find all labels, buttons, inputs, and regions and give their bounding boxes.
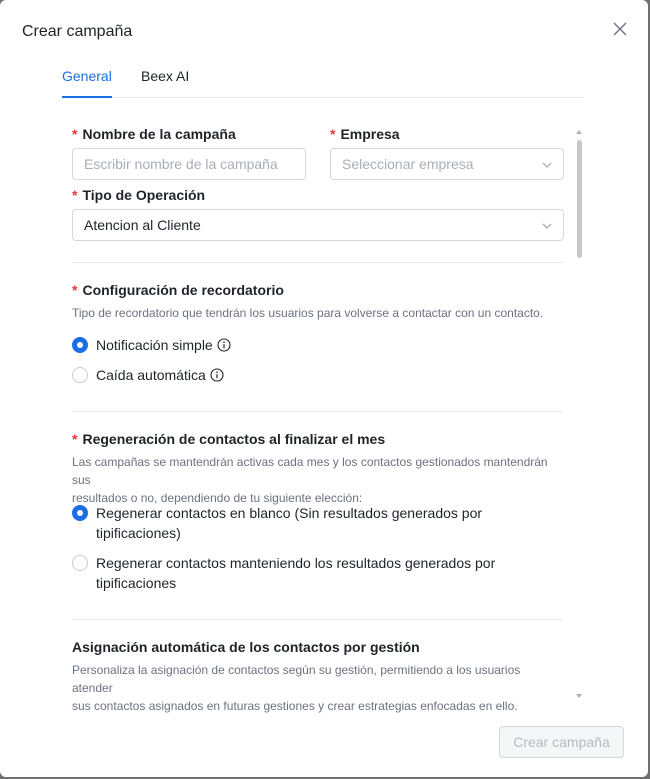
scrollbar-thumb[interactable] <box>577 140 582 258</box>
tab-general[interactable]: General <box>62 68 112 98</box>
form-content <box>72 126 564 713</box>
radio-label: Regenerar contactos en blanco (Sin resultados generados por <box>96 505 483 521</box>
auto-assign-description: Personaliza la asignación de contactos según su gestión, permitiendo a los usuarios atender sus contactos asignados en futuras gestiones y crear estrategias enfocadas en ello. <box>72 663 521 713</box>
radio-label-cont: tipificaciones <box>96 575 177 591</box>
regeneration-description: Las campañas se mantendrán activas cada mes y los contactos gestionados mantendrán sus resultados o no, dependiendo de tu siguiente elección: <box>72 455 548 505</box>
radio-simple-notification[interactable] <box>72 335 231 355</box>
chevron-down-icon <box>541 159 553 171</box>
required-mark: * <box>72 282 78 298</box>
close-button[interactable] <box>608 17 632 41</box>
info-icon[interactable] <box>210 368 224 382</box>
required-mark: * <box>72 126 78 142</box>
radio-label: Notificación simple <box>96 337 213 353</box>
regeneration-label: * Regeneración de contactos al finalizar el mes <box>72 431 386 447</box>
company-label: * Empresa <box>330 126 400 142</box>
campaign-name-input[interactable] <box>72 148 306 180</box>
radio-regenerate-keep[interactable] <box>72 553 495 593</box>
radio-label: Caída automática <box>96 367 206 383</box>
operation-type-value: Atencion al Cliente <box>84 217 201 233</box>
company-select[interactable] <box>330 148 564 180</box>
create-campaign-button[interactable]: Crear campaña <box>499 726 624 758</box>
radio-button[interactable] <box>72 505 88 521</box>
scroll-up-icon[interactable] <box>575 128 583 136</box>
required-mark: * <box>72 187 78 203</box>
chevron-down-icon <box>541 220 553 232</box>
required-mark: * <box>72 431 78 447</box>
divider <box>72 619 563 620</box>
company-placeholder: Seleccionar empresa <box>342 156 474 172</box>
info-icon[interactable] <box>217 338 231 352</box>
scroll-down-icon[interactable] <box>575 692 583 700</box>
operation-type-select[interactable] <box>72 209 564 241</box>
radio-regenerate-blank[interactable] <box>72 503 482 543</box>
radio-button[interactable] <box>72 555 88 571</box>
radio-button[interactable] <box>72 367 88 383</box>
tab-bar <box>62 60 584 98</box>
reminder-label: * Configuración de recordatorio <box>72 282 284 298</box>
radio-label: Regenerar contactos manteniendo los resultados generados por <box>96 555 496 571</box>
modal-title: Crear campaña <box>22 23 133 40</box>
close-icon <box>613 22 627 36</box>
radio-label-cont: tipificaciones) <box>96 525 181 541</box>
tab-beex-ai[interactable]: Beex AI <box>141 68 190 84</box>
auto-assign-heading: Asignación automática de los contactos por gestión <box>72 639 420 655</box>
scrollbar[interactable] <box>575 128 583 700</box>
operation-type-label: * Tipo de Operación <box>72 187 206 203</box>
radio-button[interactable] <box>72 337 88 353</box>
divider <box>72 262 563 263</box>
reminder-description: Tipo de recordatorio que tendrán los usuarios para volverse a contactar con un contacto. <box>72 306 544 320</box>
campaign-name-label: * Nombre de la campaña <box>72 126 236 142</box>
divider <box>72 411 563 412</box>
required-mark: * <box>330 126 336 142</box>
radio-automatic-drop[interactable] <box>72 365 224 385</box>
